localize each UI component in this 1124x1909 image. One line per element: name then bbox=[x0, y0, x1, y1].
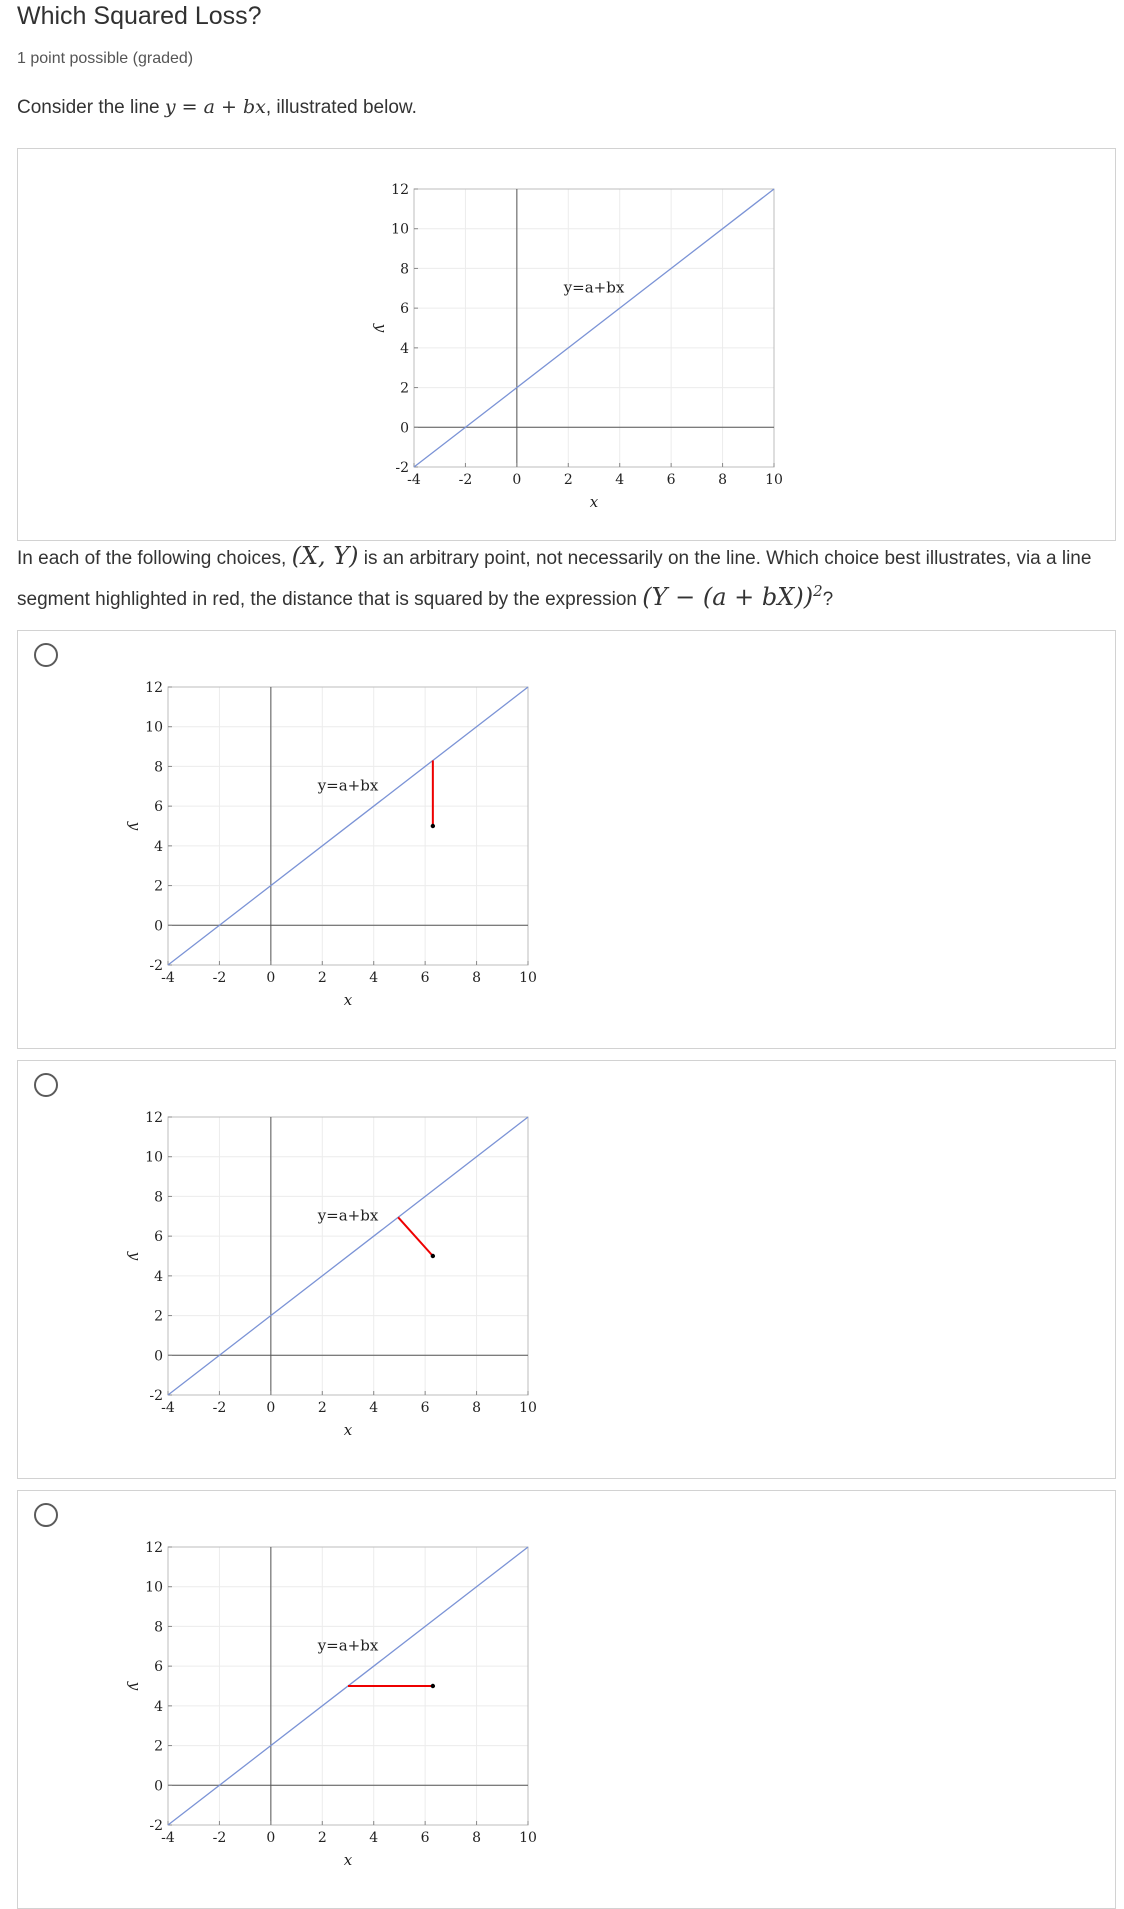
y-tick-label: 12 bbox=[145, 1110, 163, 1126]
eq-bx: bx bbox=[242, 96, 266, 118]
x-axis-label: x bbox=[589, 493, 599, 511]
choice-c[interactable] bbox=[17, 1490, 1116, 1909]
x-tick-label: 8 bbox=[472, 970, 482, 986]
y-tick-label: 4 bbox=[154, 1698, 163, 1715]
x-tick-label: 6 bbox=[420, 970, 430, 986]
y-axis-label: y bbox=[372, 323, 390, 333]
y-tick-label: -2 bbox=[149, 958, 163, 974]
data-point bbox=[431, 1684, 435, 1688]
y-tick-label: 4 bbox=[154, 1268, 163, 1285]
choice-b[interactable] bbox=[17, 1060, 1116, 1479]
x-axis-label: x bbox=[343, 991, 353, 1009]
x-tick-label: 4 bbox=[369, 1830, 379, 1846]
y-tick-label: -2 bbox=[149, 1388, 163, 1404]
choice-c-radio[interactable] bbox=[34, 1503, 58, 1527]
choice-a[interactable] bbox=[17, 630, 1116, 1049]
prompt-before: Consider the line bbox=[17, 97, 165, 118]
x-tick-label: 2 bbox=[317, 1830, 327, 1846]
expr-exponent: 2 bbox=[813, 582, 823, 600]
y-tick-label: 12 bbox=[391, 182, 409, 198]
line-label: y=a+bx bbox=[563, 278, 625, 297]
question-part2: is an arbitrary point, not necessarily on the line. Which choice best illustrates, via a line segment highlighted in red, the distance that is squared by the expression bbox=[17, 548, 1092, 610]
x-tick-label: 2 bbox=[317, 1400, 327, 1416]
x-axis-label: x bbox=[343, 1851, 353, 1869]
choice-c-plot bbox=[110, 1535, 550, 1875]
x-tick-label: 6 bbox=[666, 472, 676, 488]
line-equation bbox=[165, 96, 266, 118]
x-tick-label: 10 bbox=[519, 1400, 537, 1416]
regression-line bbox=[414, 189, 774, 467]
line-label: y=a+bx bbox=[317, 1636, 379, 1655]
y-tick-label: 0 bbox=[154, 1348, 163, 1365]
y-tick-label: 6 bbox=[154, 1659, 163, 1676]
y-tick-label: 0 bbox=[154, 1778, 163, 1795]
choice-a-radio[interactable] bbox=[34, 643, 58, 667]
y-tick-label: 2 bbox=[154, 1738, 163, 1755]
y-tick-label: 0 bbox=[400, 420, 409, 437]
y-tick-label: 10 bbox=[391, 221, 409, 238]
y-tick-label: 10 bbox=[145, 719, 163, 736]
main-figure bbox=[17, 148, 1116, 541]
y-tick-label: 8 bbox=[400, 261, 409, 278]
x-tick-label: -2 bbox=[212, 1400, 227, 1416]
x-tick-label: 2 bbox=[317, 970, 327, 986]
eq-equals: = bbox=[175, 96, 204, 118]
x-tick-label: -2 bbox=[458, 472, 473, 488]
x-tick-label: 0 bbox=[512, 472, 522, 488]
main-plot bbox=[356, 177, 796, 517]
x-tick-label: -2 bbox=[212, 1830, 227, 1846]
x-tick-label: 8 bbox=[718, 472, 728, 488]
y-tick-label: 0 bbox=[154, 918, 163, 935]
y-tick-label: 4 bbox=[400, 340, 409, 357]
eq-plus: + bbox=[214, 96, 243, 118]
prompt-text bbox=[17, 96, 417, 119]
choice-b-radio[interactable] bbox=[34, 1073, 58, 1097]
regression-line bbox=[168, 1117, 528, 1395]
x-tick-label: 10 bbox=[519, 1830, 537, 1846]
x-tick-label: 6 bbox=[420, 1830, 430, 1846]
x-tick-label: 4 bbox=[369, 1400, 379, 1416]
eq-y: y bbox=[164, 96, 176, 118]
y-tick-label: 10 bbox=[145, 1149, 163, 1166]
x-axis-label: x bbox=[343, 1421, 353, 1439]
y-tick-label: -2 bbox=[149, 1818, 163, 1834]
x-tick-label: -4 bbox=[161, 1830, 175, 1846]
x-tick-label: 8 bbox=[472, 1400, 482, 1416]
x-tick-label: 8 bbox=[472, 1830, 482, 1846]
line-label: y=a+bx bbox=[317, 1206, 379, 1225]
x-tick-label: 4 bbox=[369, 970, 379, 986]
choice-a-plot bbox=[110, 675, 550, 1015]
question-part3: ? bbox=[822, 589, 834, 610]
y-tick-label: 6 bbox=[154, 1229, 163, 1246]
x-tick-label: 10 bbox=[519, 970, 537, 986]
x-tick-label: -4 bbox=[161, 1400, 175, 1416]
y-tick-label: -2 bbox=[395, 460, 409, 476]
y-tick-label: 6 bbox=[400, 301, 409, 318]
y-axis-label: y bbox=[126, 1681, 144, 1691]
y-tick-label: 12 bbox=[145, 1540, 163, 1556]
y-tick-label: 2 bbox=[154, 878, 163, 895]
x-tick-label: 0 bbox=[266, 1830, 276, 1846]
x-tick-label: -4 bbox=[161, 970, 175, 986]
y-axis-label: y bbox=[126, 1251, 144, 1261]
x-tick-label: 6 bbox=[420, 1400, 430, 1416]
x-tick-label: 2 bbox=[563, 472, 573, 488]
question-text bbox=[17, 540, 1117, 616]
x-tick-label: 0 bbox=[266, 970, 276, 986]
x-tick-label: 0 bbox=[266, 1400, 276, 1416]
y-tick-label: 8 bbox=[154, 759, 163, 776]
prompt-after: , illustrated below. bbox=[265, 97, 417, 118]
expr-body: (Y − (a + bX)) bbox=[642, 583, 814, 611]
y-tick-label: 8 bbox=[154, 1619, 163, 1636]
problem-title: Which Squared Loss? bbox=[17, 2, 262, 30]
regression-line bbox=[168, 687, 528, 965]
y-axis-label: y bbox=[126, 821, 144, 831]
x-tick-label: -4 bbox=[407, 472, 421, 488]
points-possible: 1 point possible (graded) bbox=[17, 50, 194, 67]
data-point bbox=[431, 824, 435, 828]
point-xy: (X, Y) bbox=[291, 542, 359, 570]
x-tick-label: 4 bbox=[615, 472, 625, 488]
y-tick-label: 2 bbox=[154, 1308, 163, 1325]
x-tick-label: 10 bbox=[765, 472, 783, 488]
y-tick-label: 4 bbox=[154, 838, 163, 855]
question-part1: In each of the following choices, bbox=[17, 548, 292, 569]
line-label: y=a+bx bbox=[317, 776, 379, 795]
y-tick-label: 2 bbox=[400, 380, 409, 397]
y-tick-label: 10 bbox=[145, 1579, 163, 1596]
eq-a: a bbox=[203, 96, 215, 118]
y-tick-label: 8 bbox=[154, 1189, 163, 1206]
x-tick-label: -2 bbox=[212, 970, 227, 986]
squared-expression bbox=[642, 583, 822, 611]
choice-b-plot bbox=[110, 1105, 550, 1445]
y-tick-label: 6 bbox=[154, 799, 163, 816]
data-point bbox=[431, 1254, 435, 1258]
y-tick-label: 12 bbox=[145, 680, 163, 696]
